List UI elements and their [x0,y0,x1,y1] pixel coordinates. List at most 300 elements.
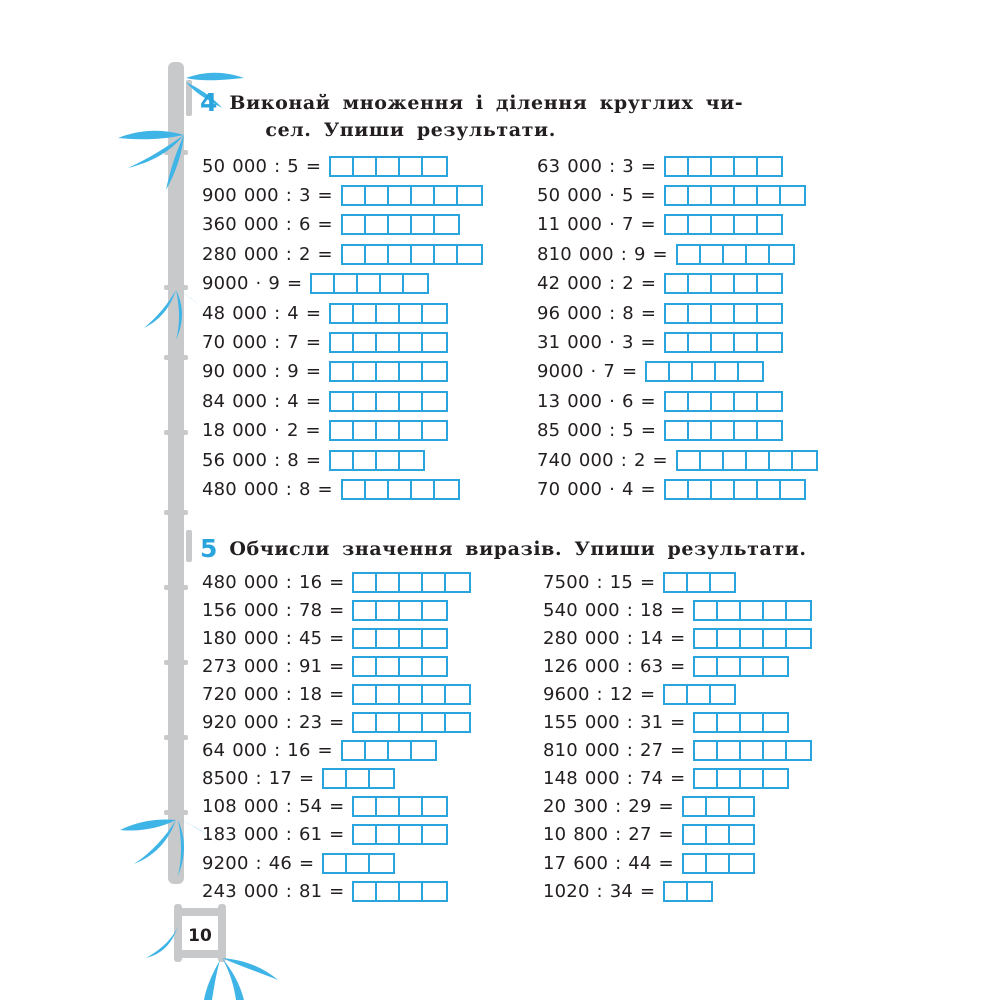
answer-digit-cell[interactable] [741,714,764,731]
exercise-row [543,653,789,679]
answer-boxes[interactable] [663,684,736,705]
exercise-expression: 90 000 : 9 = [202,361,322,383]
answer-digit-cell[interactable] [400,658,423,675]
answer-digit-cell[interactable] [707,855,730,872]
answer-digit-cell[interactable] [354,574,377,591]
exercise-row [537,329,783,355]
answer-digit-cell[interactable] [423,602,446,619]
answer-digit-cell[interactable] [678,246,701,263]
answer-digit-cell[interactable] [695,714,718,731]
answer-digit-cell[interactable] [758,158,781,175]
exercise-expression: 108 000 : 54 = [202,796,345,818]
answer-digit-cell[interactable] [423,422,446,439]
answer-digit-cell[interactable] [343,246,366,263]
answer-digit-cell[interactable] [354,334,377,351]
answer-digit-cell[interactable] [377,305,400,322]
answer-boxes[interactable] [693,712,789,733]
answer-boxes[interactable] [310,273,429,294]
answer-boxes[interactable] [693,656,789,677]
answer-digit-cell[interactable] [688,686,711,703]
answer-digit-cell[interactable] [712,481,735,498]
answer-digit-cell[interactable] [423,305,446,322]
answer-boxes[interactable] [352,684,471,705]
exercise-expression: 280 000 : 2 = [202,243,333,265]
answer-digit-cell[interactable] [695,742,718,759]
answer-digit-cell[interactable] [343,481,366,498]
exercise-expression: 13 000 · 6 = [537,390,656,412]
answer-digit-cell[interactable] [377,334,400,351]
exercise-expression: 9000 · 7 = [537,361,638,383]
answer-digit-cell[interactable] [331,422,354,439]
answer-digit-cell[interactable] [423,574,446,591]
answer-digit-cell[interactable] [712,275,735,292]
answer-boxes[interactable] [352,600,448,621]
answer-digit-cell[interactable] [787,742,810,759]
answer-digit-cell[interactable] [412,187,435,204]
exercise-expression: 42 000 : 2 = [537,273,657,295]
answer-digit-cell[interactable] [764,602,787,619]
answer-boxes[interactable] [664,303,783,324]
answer-boxes[interactable] [329,303,448,324]
exercise-expression: 180 000 : 45 = [202,627,345,649]
answer-digit-cell[interactable] [412,481,435,498]
answer-digit-cell[interactable] [695,630,718,647]
task-4-text-line1: Виконай множення і ділення круглих чи- [229,92,744,114]
answer-digit-cell[interactable] [764,742,787,759]
exercise-expression: 148 000 : 74 = [543,768,686,790]
answer-digit-cell[interactable] [423,334,446,351]
answer-boxes[interactable] [664,185,806,206]
answer-boxes[interactable] [352,628,448,649]
answer-digit-cell[interactable] [370,855,393,872]
answer-digit-cell[interactable] [389,481,412,498]
answer-boxes[interactable] [352,572,471,593]
answer-digit-cell[interactable] [770,246,793,263]
answer-digit-cell[interactable] [400,305,423,322]
answer-boxes[interactable] [693,740,812,761]
exercise-row [202,681,471,707]
answer-digit-cell[interactable] [389,246,412,263]
answer-digit-cell[interactable] [712,393,735,410]
answer-digit-cell[interactable] [389,742,412,759]
exercise-expression: 17 600 : 44 = [543,852,674,874]
answer-digit-cell[interactable] [400,363,423,380]
answer-digit-cell[interactable] [711,686,734,703]
answer-digit-cell[interactable] [741,742,764,759]
answer-boxes[interactable] [664,479,806,500]
answer-digit-cell[interactable] [354,158,377,175]
answer-digit-cell[interactable] [331,393,354,410]
answer-digit-cell[interactable] [366,216,389,233]
answer-digit-cell[interactable] [377,452,400,469]
task-5-number: 5 [200,534,218,563]
answer-boxes[interactable] [682,796,755,817]
answer-digit-cell[interactable] [400,714,423,731]
answer-digit-cell[interactable] [412,742,435,759]
answer-digit-cell[interactable] [412,216,435,233]
exercise-row [202,710,471,736]
answer-digit-cell[interactable] [423,883,446,900]
answer-digit-cell[interactable] [354,658,377,675]
answer-digit-cell[interactable] [435,481,458,498]
answer-digit-cell[interactable] [735,158,758,175]
answer-digit-cell[interactable] [400,798,423,815]
answer-digit-cell[interactable] [781,481,804,498]
answer-digit-cell[interactable] [735,187,758,204]
answer-digit-cell[interactable] [324,855,347,872]
answer-digit-cell[interactable] [718,714,741,731]
answer-digit-cell[interactable] [747,246,770,263]
answer-digit-cell[interactable] [718,630,741,647]
answer-digit-cell[interactable] [354,630,377,647]
answer-digit-cell[interactable] [730,826,753,843]
answer-digit-cell[interactable] [758,187,781,204]
answer-digit-cell[interactable] [781,187,804,204]
answer-digit-cell[interactable] [331,452,354,469]
answer-digit-cell[interactable] [758,393,781,410]
answer-boxes[interactable] [664,391,783,412]
answer-digit-cell[interactable] [377,574,400,591]
answer-digit-cell[interactable] [366,246,389,263]
answer-digit-cell[interactable] [665,883,688,900]
answer-boxes[interactable] [341,740,437,761]
answer-digit-cell[interactable] [423,826,446,843]
answer-digit-cell[interactable] [423,798,446,815]
answer-digit-cell[interactable] [423,363,446,380]
answer-boxes[interactable] [352,824,448,845]
answer-digit-cell[interactable] [707,826,730,843]
answer-boxes[interactable] [664,332,783,353]
answer-digit-cell[interactable] [695,770,718,787]
answer-digit-cell[interactable] [377,686,400,703]
answer-digit-cell[interactable] [770,452,793,469]
answer-digit-cell[interactable] [666,481,689,498]
answer-digit-cell[interactable] [389,187,412,204]
answer-boxes[interactable] [329,332,448,353]
exercise-row [202,569,471,595]
answer-digit-cell[interactable] [312,275,335,292]
answer-digit-cell[interactable] [689,393,712,410]
answer-digit-cell[interactable] [354,798,377,815]
answer-boxes[interactable] [341,214,460,235]
answer-digit-cell[interactable] [400,393,423,410]
answer-digit-cell[interactable] [400,158,423,175]
answer-digit-cell[interactable] [741,770,764,787]
answer-digit-cell[interactable] [381,275,404,292]
answer-digit-cell[interactable] [377,883,400,900]
answer-digit-cell[interactable] [423,158,446,175]
answer-digit-cell[interactable] [377,714,400,731]
answer-boxes[interactable] [693,600,812,621]
exercise-expression: 540 000 : 18 = [543,599,686,621]
exercise-row [537,476,806,502]
answer-boxes[interactable] [341,185,483,206]
answer-digit-cell[interactable] [354,422,377,439]
answer-digit-cell[interactable] [647,363,670,380]
answer-digit-cell[interactable] [712,187,735,204]
answer-digit-cell[interactable] [666,422,689,439]
answer-boxes[interactable] [322,853,395,874]
answer-digit-cell[interactable] [787,602,810,619]
answer-digit-cell[interactable] [758,334,781,351]
answer-digit-cell[interactable] [400,452,423,469]
answer-digit-cell[interactable] [716,363,739,380]
answer-digit-cell[interactable] [666,187,689,204]
answer-digit-cell[interactable] [701,246,724,263]
answer-digit-cell[interactable] [741,602,764,619]
answer-digit-cell[interactable] [400,883,423,900]
answer-boxes[interactable] [664,420,783,441]
answer-digit-cell[interactable] [423,714,446,731]
answer-digit-cell[interactable] [689,187,712,204]
answer-digit-cell[interactable] [724,452,747,469]
answer-digit-cell[interactable] [354,826,377,843]
exercise-expression: 70 000 : 7 = [202,331,322,353]
answer-digit-cell[interactable] [446,574,469,591]
answer-digit-cell[interactable] [666,158,689,175]
answer-digit-cell[interactable] [377,658,400,675]
answer-digit-cell[interactable] [718,658,741,675]
answer-digit-cell[interactable] [688,883,711,900]
answer-digit-cell[interactable] [404,275,427,292]
answer-digit-cell[interactable] [689,481,712,498]
answer-digit-cell[interactable] [735,334,758,351]
answer-digit-cell[interactable] [377,363,400,380]
answer-digit-cell[interactable] [678,452,701,469]
answer-digit-cell[interactable] [764,714,787,731]
answer-boxes[interactable] [341,244,483,265]
answer-digit-cell[interactable] [695,602,718,619]
answer-digit-cell[interactable] [666,305,689,322]
answer-boxes[interactable] [664,273,783,294]
answer-digit-cell[interactable] [666,334,689,351]
answer-digit-cell[interactable] [758,216,781,233]
answer-digit-cell[interactable] [787,630,810,647]
answer-digit-cell[interactable] [331,334,354,351]
exercise-expression: 810 000 : 9 = [537,243,668,265]
answer-digit-cell[interactable] [335,275,358,292]
answer-digit-cell[interactable] [724,246,747,263]
answer-boxes[interactable] [322,768,395,789]
answer-digit-cell[interactable] [665,574,688,591]
answer-digit-cell[interactable] [688,574,711,591]
answer-digit-cell[interactable] [377,798,400,815]
answer-digit-cell[interactable] [458,246,481,263]
answer-digit-cell[interactable] [718,602,741,619]
answer-digit-cell[interactable] [389,216,412,233]
answer-digit-cell[interactable] [758,305,781,322]
answer-digit-cell[interactable] [730,798,753,815]
answer-digit-cell[interactable] [366,481,389,498]
answer-digit-cell[interactable] [446,714,469,731]
answer-digit-cell[interactable] [331,363,354,380]
answer-digit-cell[interactable] [741,658,764,675]
answer-boxes[interactable] [664,156,783,177]
answer-digit-cell[interactable] [693,363,716,380]
answer-digit-cell[interactable] [735,216,758,233]
answer-digit-cell[interactable] [712,305,735,322]
answer-boxes[interactable] [329,450,425,471]
answer-digit-cell[interactable] [377,393,400,410]
answer-digit-cell[interactable] [670,363,693,380]
answer-digit-cell[interactable] [689,305,712,322]
answer-digit-cell[interactable] [423,630,446,647]
answer-digit-cell[interactable] [354,714,377,731]
answer-digit-cell[interactable] [666,275,689,292]
exercise-expression: 9200 : 46 = [202,852,315,874]
answer-boxes[interactable] [329,156,448,177]
answer-digit-cell[interactable] [400,630,423,647]
exercise-expression: 48 000 : 4 = [202,302,322,324]
answer-digit-cell[interactable] [400,826,423,843]
answer-digit-cell[interactable] [712,334,735,351]
answer-boxes[interactable] [682,853,755,874]
answer-boxes[interactable] [341,479,460,500]
answer-digit-cell[interactable] [354,363,377,380]
answer-digit-cell[interactable] [695,658,718,675]
answer-digit-cell[interactable] [400,574,423,591]
answer-boxes[interactable] [645,361,764,382]
answer-digit-cell[interactable] [423,658,446,675]
exercise-expression: 480 000 : 16 = [202,571,345,593]
answer-boxes[interactable] [682,824,755,845]
answer-digit-cell[interactable] [366,742,389,759]
answer-digit-cell[interactable] [377,602,400,619]
answer-digit-cell[interactable] [377,826,400,843]
exercise-expression: 50 000 : 5 = [202,155,322,177]
answer-digit-cell[interactable] [358,275,381,292]
answer-digit-cell[interactable] [764,658,787,675]
answer-digit-cell[interactable] [423,393,446,410]
answer-digit-cell[interactable] [665,686,688,703]
answer-digit-cell[interactable] [354,452,377,469]
exercise-row [543,710,789,736]
exercise-row [202,329,448,355]
answer-digit-cell[interactable] [435,246,458,263]
answer-digit-cell[interactable] [370,770,393,787]
answer-digit-cell[interactable] [735,393,758,410]
answer-digit-cell[interactable] [331,158,354,175]
answer-digit-cell[interactable] [347,770,370,787]
answer-boxes[interactable] [329,391,448,412]
answer-digit-cell[interactable] [689,275,712,292]
answer-boxes[interactable] [693,628,812,649]
answer-digit-cell[interactable] [331,305,354,322]
answer-digit-cell[interactable] [666,393,689,410]
answer-boxes[interactable] [329,420,448,441]
answer-digit-cell[interactable] [324,770,347,787]
answer-boxes[interactable] [664,214,783,235]
answer-boxes[interactable] [352,881,448,902]
answer-digit-cell[interactable] [684,855,707,872]
answer-digit-cell[interactable] [423,686,446,703]
answer-boxes[interactable] [676,244,795,265]
answer-digit-cell[interactable] [354,602,377,619]
exercise-expression: 64 000 : 16 = [202,740,333,762]
answer-boxes[interactable] [352,712,471,733]
answer-digit-cell[interactable] [684,826,707,843]
answer-digit-cell[interactable] [446,686,469,703]
answer-digit-cell[interactable] [735,275,758,292]
answer-digit-cell[interactable] [435,216,458,233]
answer-digit-cell[interactable] [758,422,781,439]
answer-digit-cell[interactable] [758,275,781,292]
answer-boxes[interactable] [663,881,713,902]
answer-digit-cell[interactable] [435,187,458,204]
answer-digit-cell[interactable] [400,422,423,439]
answer-digit-cell[interactable] [712,422,735,439]
answer-boxes[interactable] [676,450,818,471]
answer-boxes[interactable] [352,796,448,817]
answer-digit-cell[interactable] [793,452,816,469]
answer-digit-cell[interactable] [354,686,377,703]
answer-digit-cell[interactable] [366,187,389,204]
exercise-row [543,794,755,820]
exercise-row [202,850,395,876]
answer-digit-cell[interactable] [377,630,400,647]
answer-digit-cell[interactable] [735,422,758,439]
answer-digit-cell[interactable] [400,334,423,351]
answer-digit-cell[interactable] [666,216,689,233]
answer-digit-cell[interactable] [343,742,366,759]
answer-digit-cell[interactable] [707,798,730,815]
answer-boxes[interactable] [352,656,448,677]
answer-digit-cell[interactable] [764,630,787,647]
exercise-row [202,300,448,326]
answer-digit-cell[interactable] [712,216,735,233]
answer-digit-cell[interactable] [400,602,423,619]
answer-digit-cell[interactable] [684,798,707,815]
answer-digit-cell[interactable] [343,187,366,204]
exercise-expression: 273 000 : 91 = [202,655,345,677]
answer-digit-cell[interactable] [354,305,377,322]
answer-digit-cell[interactable] [689,158,712,175]
answer-digit-cell[interactable] [739,363,762,380]
answer-digit-cell[interactable] [747,452,770,469]
answer-digit-cell[interactable] [701,452,724,469]
answer-digit-cell[interactable] [689,334,712,351]
answer-digit-cell[interactable] [735,305,758,322]
answer-digit-cell[interactable] [400,686,423,703]
answer-digit-cell[interactable] [764,770,787,787]
answer-digit-cell[interactable] [458,187,481,204]
answer-digit-cell[interactable] [377,158,400,175]
answer-digit-cell[interactable] [741,630,764,647]
answer-digit-cell[interactable] [730,855,753,872]
exercise-row [543,681,736,707]
answer-digit-cell[interactable] [735,481,758,498]
answer-digit-cell[interactable] [718,742,741,759]
answer-digit-cell[interactable] [377,422,400,439]
answer-digit-cell[interactable] [412,246,435,263]
exercise-row [202,182,483,208]
answer-digit-cell[interactable] [718,770,741,787]
exercise-row [202,476,460,502]
answer-digit-cell[interactable] [354,883,377,900]
answer-digit-cell[interactable] [343,216,366,233]
answer-boxes[interactable] [663,572,736,593]
answer-boxes[interactable] [329,361,448,382]
answer-digit-cell[interactable] [347,855,370,872]
answer-digit-cell[interactable] [712,158,735,175]
answer-digit-cell[interactable] [354,393,377,410]
answer-digit-cell[interactable] [758,481,781,498]
answer-digit-cell[interactable] [711,574,734,591]
answer-digit-cell[interactable] [689,422,712,439]
answer-boxes[interactable] [693,768,789,789]
exercise-row [202,271,429,297]
answer-digit-cell[interactable] [689,216,712,233]
